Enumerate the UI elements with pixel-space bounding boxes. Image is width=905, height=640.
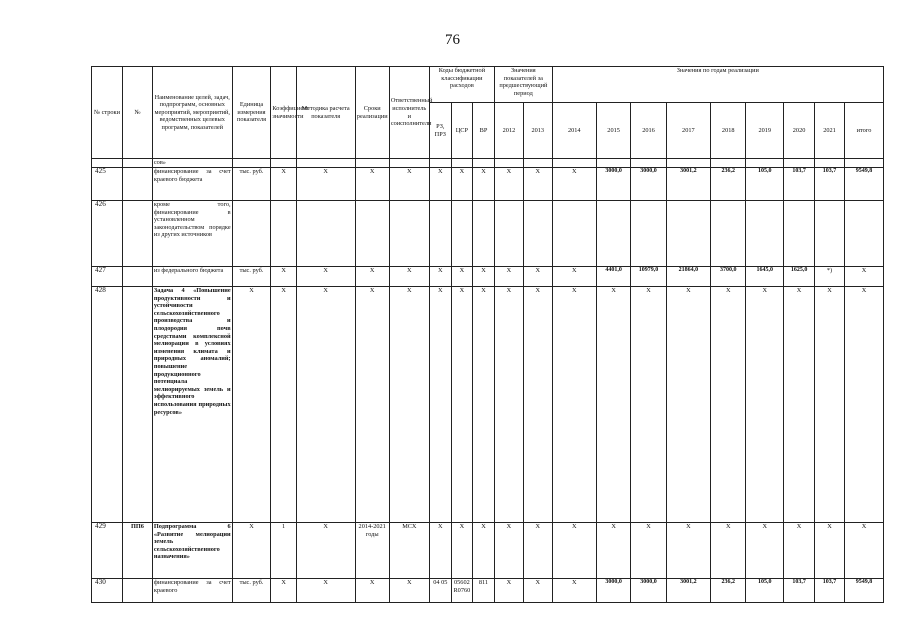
year-value-cell: X <box>815 523 845 579</box>
coef-cell <box>271 201 296 267</box>
year-value-cell: 3000,0 <box>596 579 630 603</box>
header-year: 2020 <box>784 103 815 159</box>
year-value-cell <box>784 159 815 168</box>
method-cell: X <box>296 579 355 603</box>
rz-cell: X <box>429 267 451 287</box>
year-value-cell: X <box>552 287 596 523</box>
year-value-cell: X <box>784 523 815 579</box>
header-year: 2014 <box>552 103 596 159</box>
terms-cell: X <box>355 579 389 603</box>
total-cell: X <box>844 287 883 523</box>
vr-cell: X <box>472 523 494 579</box>
table-row <box>92 168 884 201</box>
year-value-cell: X <box>552 168 596 201</box>
method-cell <box>296 201 355 267</box>
coef-cell: 1 <box>271 523 296 579</box>
responsible-cell <box>389 159 429 168</box>
year-value-cell: 4401,0 <box>596 267 630 287</box>
year-value-cell: X <box>631 287 666 523</box>
year-value-cell: X <box>495 267 524 287</box>
header-year: 2018 <box>711 103 746 159</box>
responsible-cell: X <box>389 267 429 287</box>
year-value-cell <box>711 159 746 168</box>
total-cell: X <box>844 523 883 579</box>
year-value-cell: X <box>523 579 552 603</box>
terms-cell <box>355 201 389 267</box>
table-row <box>92 159 884 168</box>
year-value-cell <box>631 201 666 267</box>
year-value-cell: X <box>746 523 784 579</box>
row-number-cell: 425 <box>92 168 123 201</box>
header-total: итого <box>844 103 883 159</box>
header-year: 2016 <box>631 103 666 159</box>
header-vr: ВР <box>472 103 494 159</box>
method-cell <box>296 159 355 168</box>
coef-cell: X <box>271 168 296 201</box>
csr-cell: X <box>451 523 472 579</box>
year-value-cell: X <box>784 287 815 523</box>
year-value-cell: X <box>815 287 845 523</box>
year-value-cell <box>815 201 845 267</box>
year-value-cell: 3001,2 <box>666 579 710 603</box>
code-cell <box>123 159 153 168</box>
table-row <box>92 523 884 579</box>
name-cell: из федерального бюджета <box>152 267 232 287</box>
vr-cell: X <box>472 287 494 523</box>
year-value-cell <box>523 201 552 267</box>
code-cell <box>123 201 153 267</box>
csr-cell: 05602 R0760 <box>451 579 472 603</box>
total-cell: 9549,8 <box>844 579 883 603</box>
header-responsible: Ответственный исполнитель и соисполнители <box>389 67 429 159</box>
year-value-cell: X <box>596 523 630 579</box>
indicator-table <box>91 66 884 603</box>
unit-cell: тыс. руб. <box>232 168 271 201</box>
header-prev-period: Значения показателей за предшествующий период <box>495 67 553 103</box>
rz-cell <box>429 159 451 168</box>
unit-cell: X <box>232 287 271 523</box>
header-csr: ЦСР <box>451 103 472 159</box>
year-value-cell: X <box>552 267 596 287</box>
vr-cell: X <box>472 168 494 201</box>
year-value-cell <box>495 201 524 267</box>
year-value-cell: 1625,0 <box>784 267 815 287</box>
year-value-cell: 236,2 <box>711 168 746 201</box>
total-cell: X <box>844 267 883 287</box>
row-number-cell: 430 <box>92 579 123 603</box>
year-value-cell <box>596 201 630 267</box>
method-cell: X <box>296 523 355 579</box>
row-number-cell: 428 <box>92 287 123 523</box>
name-cell: финансирование за счет краевого бюджета <box>152 168 232 201</box>
terms-cell: 2014-2021 годы <box>355 523 389 579</box>
year-value-cell: X <box>495 523 524 579</box>
unit-cell: X <box>232 523 271 579</box>
year-value-cell: X <box>552 523 596 579</box>
code-cell <box>123 168 153 201</box>
year-value-cell: 105,0 <box>746 579 784 603</box>
year-value-cell <box>552 201 596 267</box>
vr-cell <box>472 201 494 267</box>
year-value-cell: X <box>746 287 784 523</box>
year-value-cell: X <box>711 523 746 579</box>
responsible-cell: X <box>389 287 429 523</box>
responsible-cell <box>389 201 429 267</box>
coef-cell: X <box>271 267 296 287</box>
csr-cell: X <box>451 267 472 287</box>
header-terms: Сроки реализации <box>355 67 389 159</box>
terms-cell: X <box>355 168 389 201</box>
year-value-cell: X <box>495 168 524 201</box>
year-value-cell: X <box>495 287 524 523</box>
table-row <box>92 579 884 603</box>
year-value-cell <box>784 201 815 267</box>
year-value-cell <box>746 201 784 267</box>
header-year: 2012 <box>495 103 524 159</box>
unit-cell: тыс. руб. <box>232 579 271 603</box>
rz-cell: 04 05 <box>429 579 451 603</box>
year-value-cell: 103,7 <box>784 579 815 603</box>
year-value-cell: X <box>631 523 666 579</box>
header-years-group: Значения по годам реализации <box>552 67 883 103</box>
csr-cell: X <box>451 168 472 201</box>
year-value-cell: X <box>523 168 552 201</box>
total-cell: 9549,8 <box>844 168 883 201</box>
code-cell: ПП6 <box>123 523 153 579</box>
total-cell <box>844 201 883 267</box>
csr-cell: X <box>451 287 472 523</box>
year-value-cell: X <box>666 523 710 579</box>
year-value-cell: 3001,2 <box>666 168 710 201</box>
unit-cell <box>232 159 271 168</box>
year-value-cell: 105,0 <box>746 168 784 201</box>
code-cell <box>123 579 153 603</box>
header-coef: Коэффициент значимости <box>271 67 296 159</box>
year-value-cell: 3000,0 <box>631 579 666 603</box>
year-value-cell: 3000,0 <box>596 168 630 201</box>
header-row-no: № строки <box>92 67 123 159</box>
rz-cell: X <box>429 287 451 523</box>
csr-cell <box>451 159 472 168</box>
year-value-cell: 236,2 <box>711 579 746 603</box>
rz-cell: X <box>429 168 451 201</box>
responsible-cell: МСХ <box>389 523 429 579</box>
year-value-cell: X <box>711 287 746 523</box>
year-value-cell: 10979,0 <box>631 267 666 287</box>
header-no: № <box>123 67 153 159</box>
year-value-cell: 103,7 <box>815 168 845 201</box>
year-value-cell: X <box>495 579 524 603</box>
row-number-cell: 429 <box>92 523 123 579</box>
name-cell: сов» <box>152 159 232 168</box>
name-cell: Задача 4 «Повышение продуктивности и устойчивости сельскохозяйственного производства и плодородия почв средствами комплексной мелиорации в условиях изменения климата и природных аномалий; повышение продукционного потенциала мелиорируемых земель и эффективного использования природных ресурсов» <box>152 287 232 523</box>
year-value-cell: 3700,0 <box>711 267 746 287</box>
row-number-cell: 427 <box>92 267 123 287</box>
year-value-cell: X <box>523 287 552 523</box>
responsible-cell: X <box>389 168 429 201</box>
csr-cell <box>451 201 472 267</box>
coef-cell <box>271 159 296 168</box>
row-number-cell: 426 <box>92 201 123 267</box>
header-year: 2015 <box>596 103 630 159</box>
year-value-cell: X <box>523 523 552 579</box>
code-cell <box>123 267 153 287</box>
rz-cell <box>429 201 451 267</box>
year-value-cell: X <box>596 287 630 523</box>
table-row <box>92 267 884 287</box>
vr-cell: 811 <box>472 579 494 603</box>
terms-cell: X <box>355 287 389 523</box>
year-value-cell: 3000,0 <box>631 168 666 201</box>
vr-cell <box>472 159 494 168</box>
total-cell <box>844 159 883 168</box>
unit-cell <box>232 201 271 267</box>
table-row <box>92 201 884 267</box>
code-cell <box>123 287 153 523</box>
year-value-cell <box>596 159 630 168</box>
year-value-cell <box>746 159 784 168</box>
year-value-cell <box>631 159 666 168</box>
year-value-cell: 103,7 <box>784 168 815 201</box>
table-row <box>92 287 884 523</box>
header-year: 2013 <box>523 103 552 159</box>
unit-cell: тыс. руб. <box>232 267 271 287</box>
year-value-cell: 1645,0 <box>746 267 784 287</box>
rz-cell: X <box>429 523 451 579</box>
name-cell: Подпрограмма 6 «Развитие мелиорации земель сельскохозяйственного назначения» <box>152 523 232 579</box>
name-cell: финансирование за счет краевого <box>152 579 232 603</box>
header-rz: РЗ, ПРЗ <box>429 103 451 159</box>
terms-cell: X <box>355 267 389 287</box>
header-codes: Коды бюджетной классификации расходов <box>429 67 494 103</box>
header-year: 2021 <box>815 103 845 159</box>
year-value-cell: X <box>552 579 596 603</box>
name-cell: кроме того, финансирование в установленном законодательством порядке из других источников <box>152 201 232 267</box>
method-cell: X <box>296 168 355 201</box>
year-value-cell <box>523 159 552 168</box>
coef-cell: X <box>271 579 296 603</box>
year-value-cell <box>552 159 596 168</box>
year-value-cell <box>815 159 845 168</box>
header-year: 2019 <box>746 103 784 159</box>
year-value-cell: *) <box>815 267 845 287</box>
year-value-cell <box>495 159 524 168</box>
year-value-cell: X <box>666 287 710 523</box>
year-value-cell: 103,7 <box>815 579 845 603</box>
method-cell: X <box>296 287 355 523</box>
year-value-cell <box>666 159 710 168</box>
header-year: 2017 <box>666 103 710 159</box>
terms-cell <box>355 159 389 168</box>
header-method: Методика расчета показателя <box>296 67 355 159</box>
responsible-cell: X <box>389 579 429 603</box>
page-number: 76 <box>445 32 460 48</box>
year-value-cell <box>711 201 746 267</box>
year-value-cell: X <box>523 267 552 287</box>
coef-cell: X <box>271 287 296 523</box>
vr-cell: X <box>472 267 494 287</box>
year-value-cell: 21864,0 <box>666 267 710 287</box>
header-name: Наименование целей, задач, подпрограмм, основных мероприятий, мероприятий, ведомственных целевых программ, показателей <box>152 67 232 159</box>
header-unit: Единица измерения показателя <box>232 67 271 159</box>
year-value-cell <box>666 201 710 267</box>
method-cell: X <box>296 267 355 287</box>
